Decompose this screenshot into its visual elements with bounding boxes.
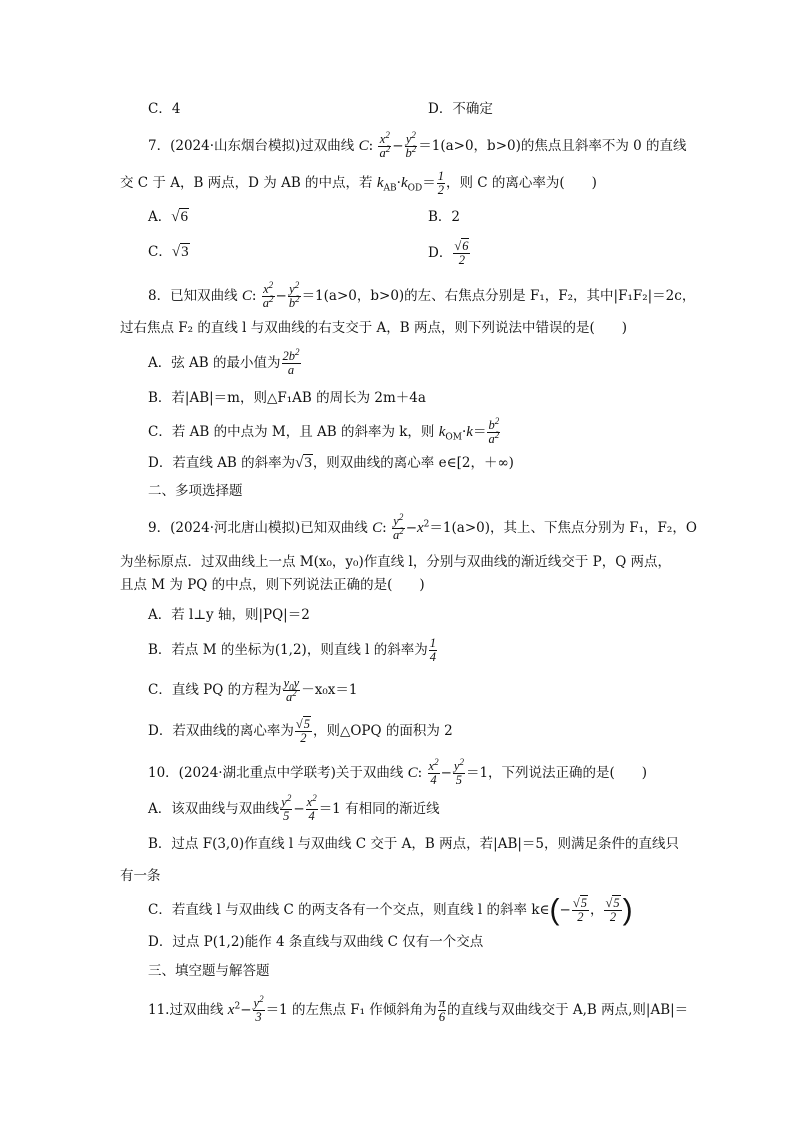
- q8-fraction-x: $\frac{x^2}{a^2}$: [262, 279, 274, 310]
- q7-option-d: D． $\frac{√6}{2}$: [428, 239, 469, 267]
- q6-option-c: C．4: [148, 101, 181, 117]
- q7-fraction-half: $\frac{1}{2}$: [437, 169, 444, 197]
- q7-option-b: B．2: [428, 209, 461, 225]
- q7-fraction-root6: $\frac{√6}{2}$: [454, 239, 469, 267]
- q8-option-b: B．若|AB|＝m，则△F₁AB 的周长为 2m＋4a: [148, 390, 426, 406]
- q10-fraction-x2-4: $\frac{x^2}{4}$: [306, 792, 317, 823]
- q9-stem-line3: 且点 M 为 PQ 的中点，则下列说法正确的是( ): [120, 577, 425, 593]
- q9-fraction-root5: $\frac{√5}{2}$: [295, 717, 310, 745]
- q10-option-c: C．若直线 l 与双曲线 C 的两支各有一个交点，则直线 l 的斜率 k∈(− $\frac{√5}{2}$ ， $\frac{√5}{2}$ ): [148, 893, 633, 927]
- q9-stem-line2: 为坐标原点．过双曲线上一点 M(x₀，y₀)作直线 l，分别与双曲线的渐近线交于 P，Q 两点，: [120, 554, 672, 570]
- q10-fraction-y: $\frac{y^2}{5}$: [453, 756, 464, 787]
- q9-option-d: D．若双曲线的离心率为 $\frac{√5}{2}$ ，则△OPQ 的面积为 2: [148, 717, 453, 745]
- q10-option-a: A．该双曲线与双曲线 $\frac{y^2}{5}$ − $\frac{x^2}{4}$ ＝1 有相同的渐近线: [148, 792, 440, 823]
- q9-fraction-quarter: $\frac{1}{4}$: [429, 636, 436, 664]
- q10-option-d: D．过点 P(1,2)能作 4 条直线与双曲线 C 仅有一个交点: [148, 934, 484, 950]
- q11-stem: 11.过双曲线 $x^2-$ $\frac{y^2}{3}$ ＝1 的左焦点 F₁ 作倾斜角为 $\frac{\pi}{6}$ 的直线与双曲线交于 A,B 两点,则|AB|＝: [148, 993, 689, 1024]
- q7-text1: 7．(2024·山东烟台模拟)过双曲线: [148, 138, 355, 154]
- q9-fraction-y: $\frac{y^2}{a^2}$: [392, 511, 404, 542]
- q10-fraction-neg-root5: $\frac{√5}{2}$: [572, 896, 587, 924]
- q10-stem: 10．(2024·湖北重点中学联考)关于双曲线 C: $\frac{x^2}{4}$ − $\frac{y^2}{5}$ ＝1，下列说法正确的是( ): [148, 756, 648, 787]
- q7-text4: ，则 C 的离心率为( ): [445, 175, 597, 191]
- q7-text3: 交 C 于 A，B 两点，D 为 AB 的中点，若: [120, 175, 373, 191]
- q8-option-a: A．弦 AB 的最小值为 $\frac{2b^2}{a}$: [148, 346, 300, 377]
- q7-option-c: C．√3: [148, 244, 189, 260]
- q9-stem-line1: 9．(2024·河北唐山模拟)已知双曲线 C: $\frac{y^2}{a^2}$ $-x^2=1(a>0)$，其上、下焦点分别为 F₁，F₂，O: [148, 511, 697, 542]
- q7-fraction-y: $\frac{y^2}{b^2}$: [405, 129, 417, 160]
- q8-fraction-2b2-a: $\frac{2b^2}{a}$: [282, 346, 300, 377]
- q10-fraction-root5: $\frac{√5}{2}$: [605, 896, 620, 924]
- q9-option-c: C．直线 PQ 的方程为 $\frac{y_0y}{a^2}$ －x₀x＝1: [148, 676, 358, 704]
- section-2-heading: 二、多项选择题: [148, 483, 243, 499]
- q9-fraction-y0y: $\frac{y_0y}{a^2}$: [283, 676, 300, 704]
- q8-stem-line2: 过右焦点 F₂ 的直线 l 与双曲线的右支交于 A，B 两点，则下列说法中错误的是( ): [120, 320, 628, 336]
- q10-fraction-x: $\frac{x^2}{4}$: [428, 756, 439, 787]
- q7-stem-line2: 交 C 于 A，B 两点，D 为 AB 的中点，若 $k_{AB}\cdot k_{OD}=$ $\frac{1}{2}$ ，则 C 的离心率为( ): [120, 169, 597, 197]
- q8-stem-line1: 8．已知双曲线 C: $\frac{x^2}{a^2}$ − $\frac{y^2}{b^2}$ ＝1(a>0，b>0)的左、右焦点分别是 F₁，F₂，其中|F₁F₂|＝2c，: [148, 279, 696, 310]
- q9-option-a: A．若 l⊥y 轴，则|PQ|＝2: [148, 607, 310, 623]
- q8-option-c: C．若 AB 的中点为 M，且 AB 的斜率为 k，则 $k_{OM}\cdot k=$ $\frac{b^2}{a^2}$: [148, 415, 500, 446]
- q8-fraction-b2-a2: $\frac{b^2}{a^2}$: [488, 415, 500, 446]
- q10-option-b-line1: B．过点 F(3,0)作直线 l 与双曲线 C 交于 A，B 两点，若|AB|＝5，则满足条件的直线只: [148, 836, 680, 852]
- q9-option-b: B．若点 M 的坐标为(1,2)，则直线 l 的斜率为 $\frac{1}{4}$: [148, 636, 436, 664]
- q7-text2: (a>0，b>0)的焦点且斜率不为 0 的直线: [440, 138, 687, 154]
- q7-stem-line1: 7．(2024·山东烟台模拟)过双曲线 C: $\frac{x^2}{a^2}$ − $\frac{y^2}{b^2}$ ＝1(a>0，b>0)的焦点且斜率不为 0 的直线: [148, 129, 687, 160]
- section-3-heading: 三、填空题与解答题: [148, 963, 270, 979]
- q10-option-b-line2: 有一条: [120, 868, 161, 884]
- q6-option-d: D．不确定: [428, 101, 493, 117]
- q8-option-d: D．若直线 AB 的斜率为√3，则双曲线的离心率 e∈[2，＋∞): [148, 455, 514, 471]
- q11-fraction-y2-3: $\frac{y^2}{3}$: [253, 993, 264, 1024]
- q8-fraction-y: $\frac{y^2}{b^2}$: [288, 279, 300, 310]
- q7-fraction-x: $\frac{x^2}{a^2}$: [379, 129, 391, 160]
- q11-fraction-pi-6: $\frac{\pi}{6}$: [438, 996, 446, 1024]
- q10-fraction-y2-5: $\frac{y^2}{5}$: [281, 792, 292, 823]
- q7-option-a: A．√6: [148, 209, 188, 225]
